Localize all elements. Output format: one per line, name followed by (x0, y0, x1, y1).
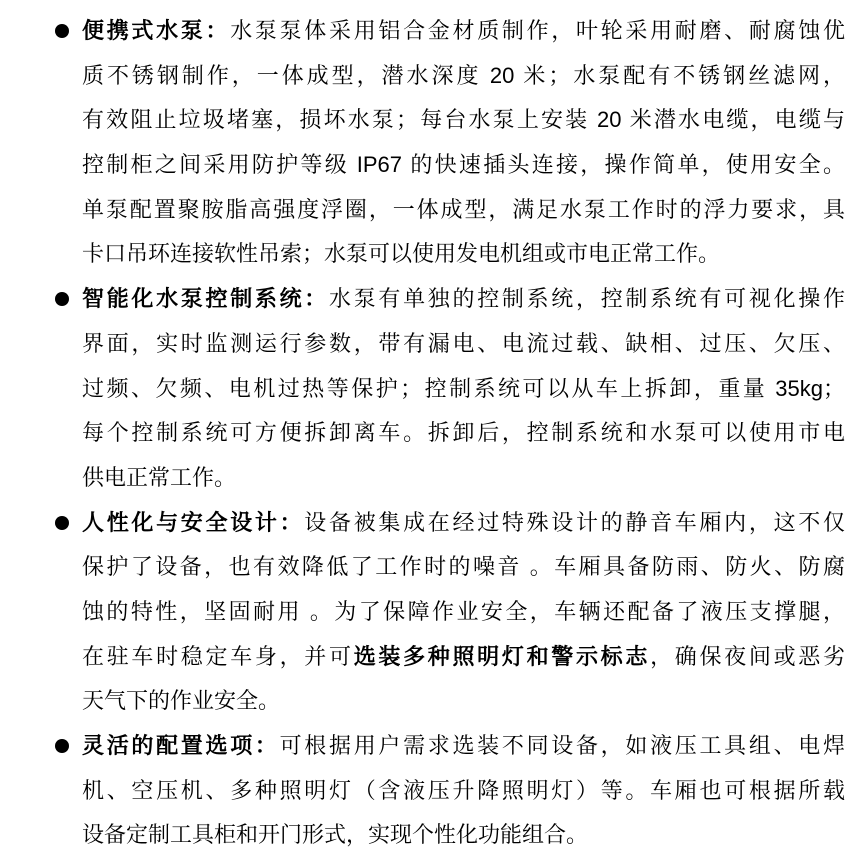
text-segment: 保护了设备，也有效降低了工作时的噪音 。车厢具备防雨、防火、防腐 (82, 554, 845, 580)
text-segment: ，确保夜间或恶劣 (650, 643, 845, 669)
bullet-list (82, 9, 845, 858)
text-segment: 过频、欠频、电机过热等保护；控制系统可以从车上拆卸，重量 (82, 375, 776, 401)
text-line (82, 456, 845, 501)
bullet-marker-icon (55, 292, 69, 306)
text-segment: 的快速插头连接，操作简单，使用安全。 (410, 152, 845, 178)
text-segment: 20 (596, 107, 630, 133)
bullet-marker-icon (55, 24, 69, 38)
feature-title: 人性化与安全设计： (82, 509, 305, 535)
text-segment: 水泵泵体采用铝合金材质制作，叶轮采用耐磨、耐腐蚀优 (230, 18, 845, 43)
text-line (82, 724, 845, 769)
text-segment: 米潜水电缆，电缆与 (629, 107, 845, 133)
text-line (82, 590, 845, 635)
text-line (82, 501, 845, 546)
text-segment: IP67 (356, 152, 411, 178)
text-segment: 单泵配置聚胺脂高强度浮圈，一体成型，满足水泵工作时的浮力要求，具 (82, 196, 845, 222)
bullet-marker-icon (55, 516, 69, 530)
text-line (82, 769, 845, 814)
text-line (82, 143, 845, 188)
text-segment: 供电正常工作。 (82, 464, 237, 490)
bullet-item (82, 501, 845, 724)
text-segment: 设备被集成在经过特殊设计的静音车厢内，这不仅 (304, 509, 845, 535)
text-line (82, 411, 845, 456)
text-line (82, 277, 845, 322)
text-segment: 水泵有单独的控制系统，控制系统有可视化操作 (329, 286, 845, 312)
text-segment: 天气下的作业安全。 (82, 688, 281, 714)
text-segment: ； (822, 375, 845, 401)
text-segment: 蚀的特性，坚固耐用 。为了保障作业安全，车辆还配备了液压支撑腿， (82, 598, 845, 624)
bullet-item (82, 277, 845, 500)
text-segment: 35kg (775, 375, 823, 401)
text-segment: 设备定制工具柜和开门形式，实现个性化功能组合。 (82, 822, 589, 848)
text-line (82, 54, 845, 99)
text-segment: 有效阻止垃圾堵塞，损坏水泵；每台水泵上安装 (82, 107, 597, 133)
feature-title: 灵活的配置选项： (82, 733, 280, 758)
bullet-marker-icon (55, 739, 69, 753)
text-segment: 质不锈钢制作，一体成型，潜水深度 (82, 62, 490, 88)
text-line (82, 635, 845, 680)
text-segment: 20 (489, 62, 524, 88)
bullet-item (82, 9, 845, 277)
text-segment: 卡口吊环连接软性吊索；水泵可以使用发电机组或市电正常工作。 (82, 241, 721, 267)
text-segment: 机、空压机、多种照明灯（含液压升降照明灯）等。车厢也可根据所载 (82, 777, 845, 803)
text-line (82, 813, 845, 858)
feature-title: 便携式水泵： (82, 18, 231, 43)
text-line (82, 545, 845, 590)
text-line (82, 232, 845, 277)
text-line (82, 188, 845, 233)
emphasis-text: 选装多种照明灯和警示标志 (353, 643, 651, 669)
text-line (82, 679, 845, 724)
text-line (82, 9, 845, 54)
text-line (82, 98, 845, 143)
text-segment: 在驻车时稳定车身，并可 (82, 643, 354, 669)
text-line (82, 367, 845, 412)
feature-title: 智能化水泵控制系统： (82, 286, 329, 312)
text-segment: 可根据用户需求选装不同设备，如液压工具组、电焊 (279, 733, 845, 758)
text-segment: 每个控制系统可方便拆卸离车。拆卸后，控制系统和水泵可以使用市电 (82, 420, 845, 446)
text-segment: 控制柜之间采用防护等级 (82, 152, 357, 178)
text-segment: 米；水泵配有不锈钢丝滤网， (523, 62, 845, 88)
bullet-item (82, 724, 845, 858)
text-segment: 界面，实时监测运行参数，带有漏电、电流过载、缺相、过压、欠压、 (82, 330, 845, 356)
text-line (82, 322, 845, 367)
